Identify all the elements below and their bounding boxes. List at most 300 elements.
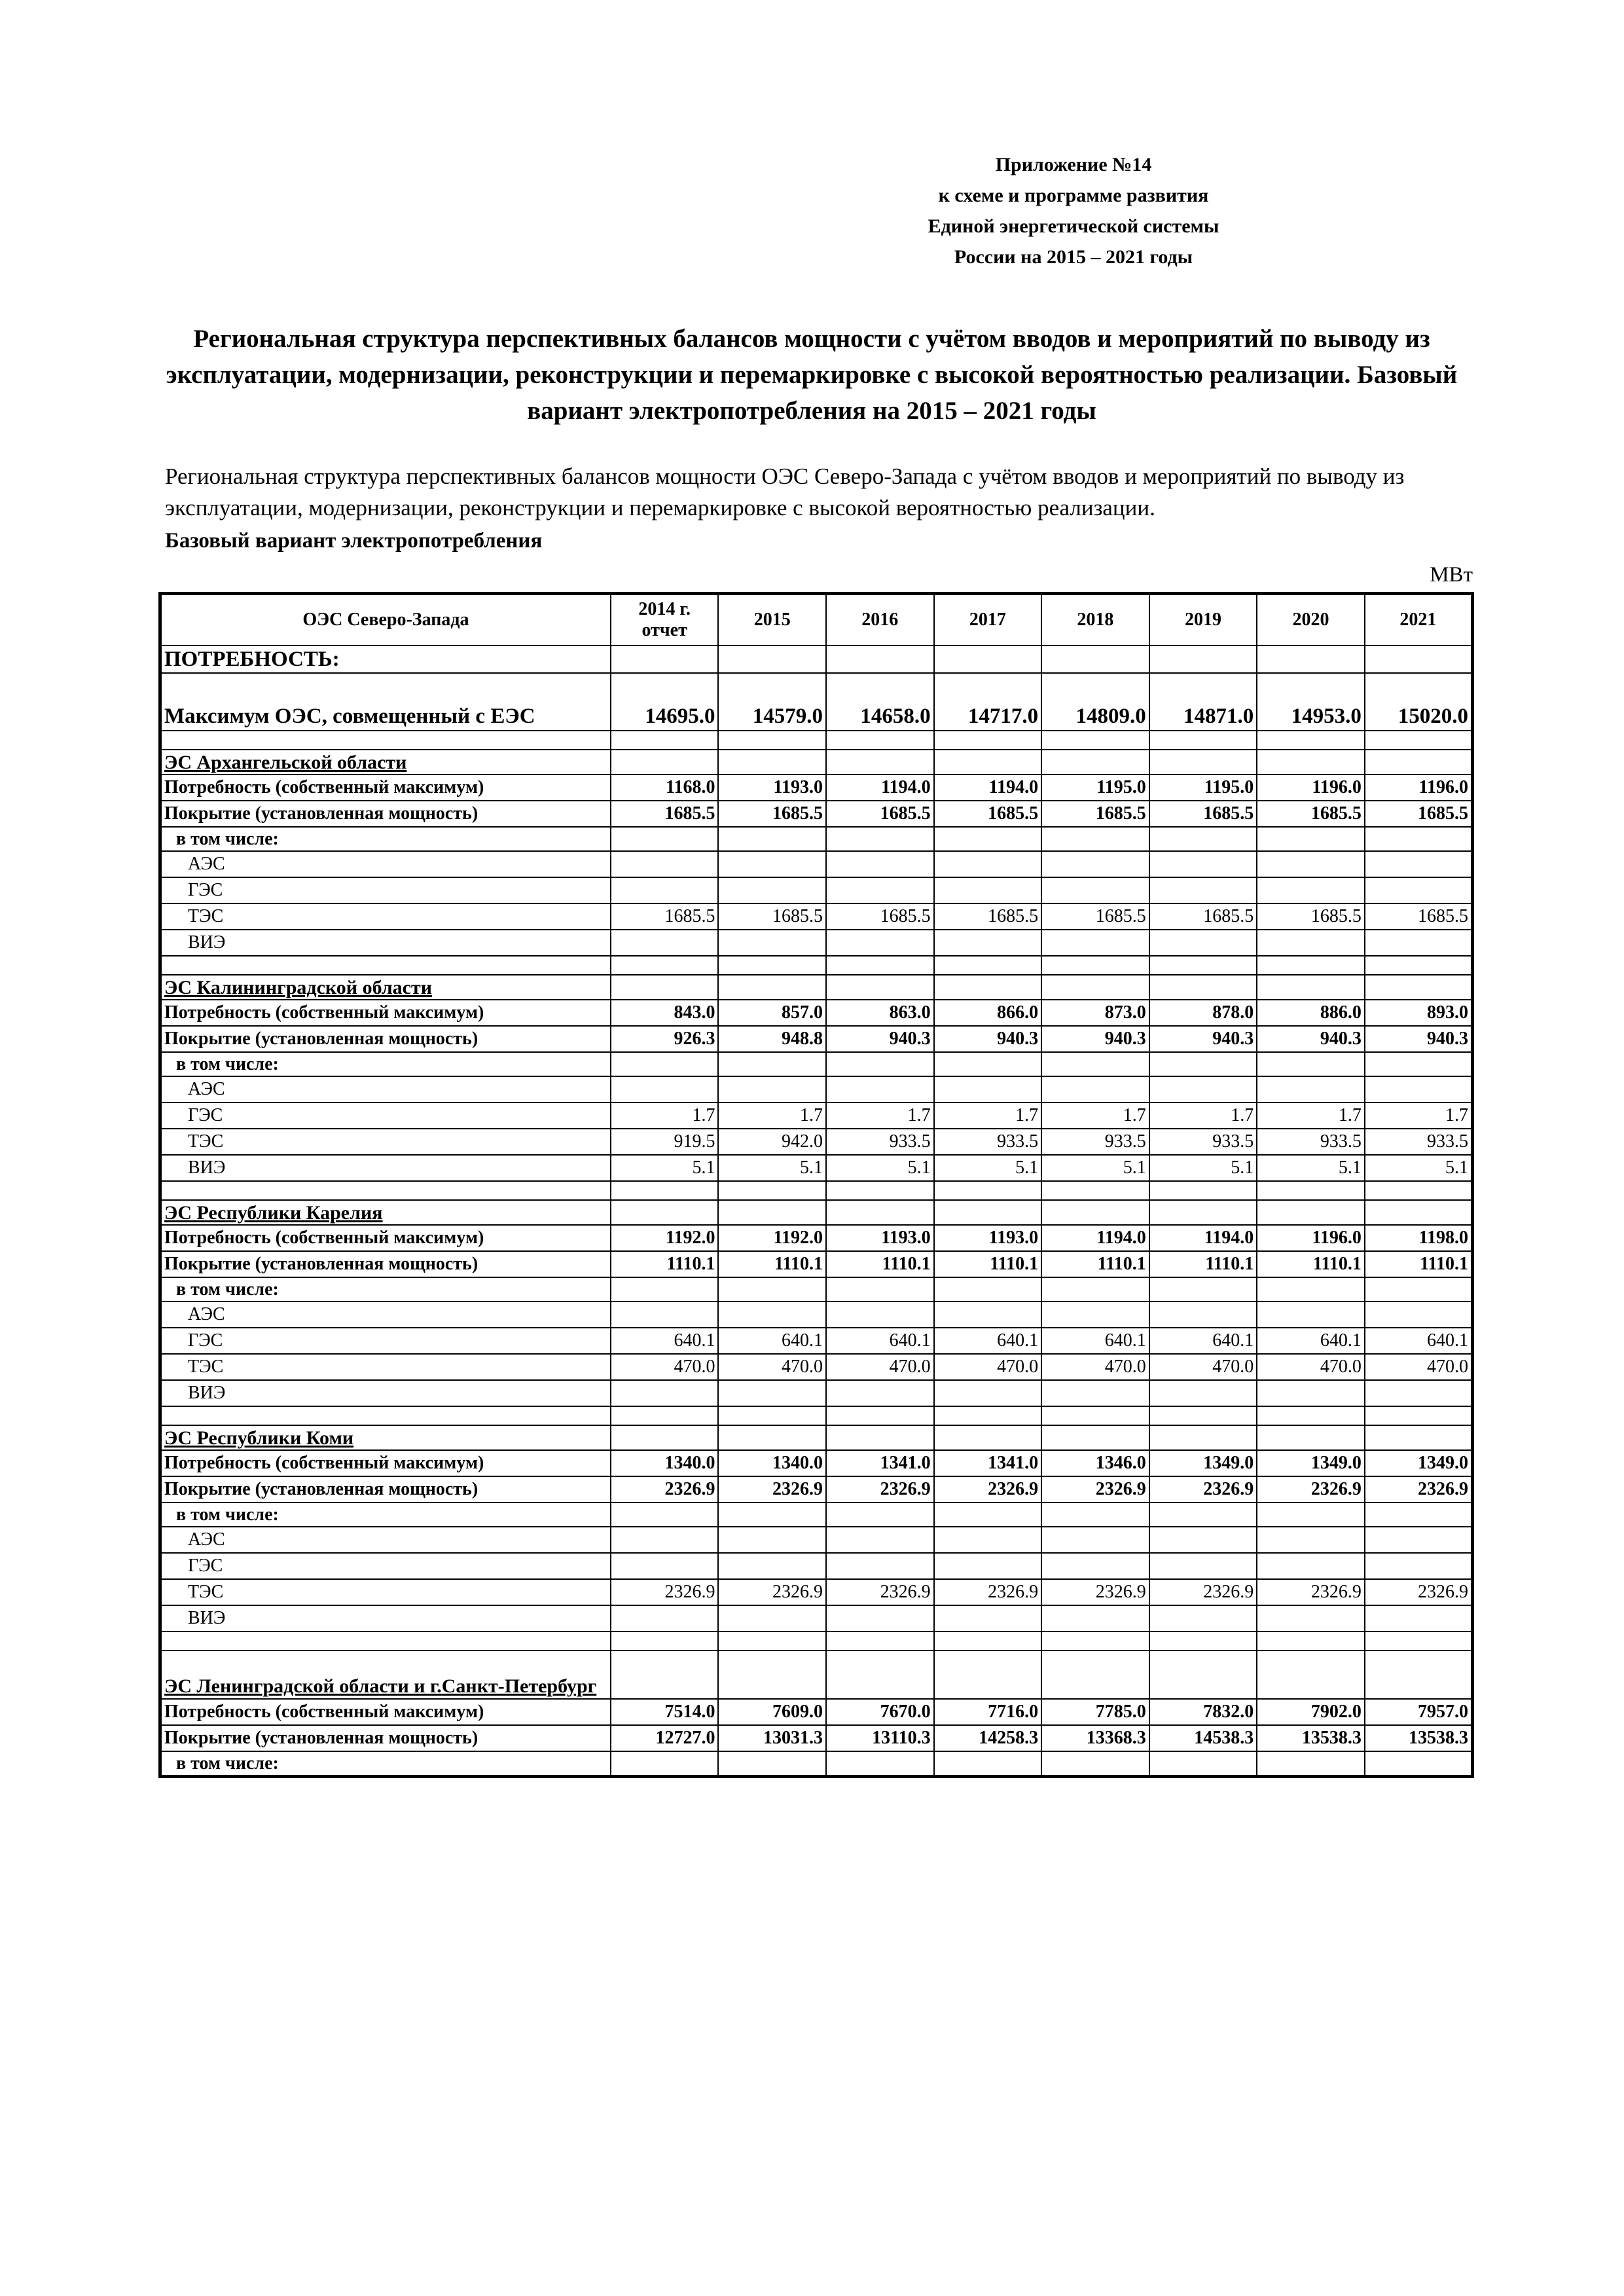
unit-label: МВт — [1430, 563, 1473, 587]
value-cell — [1257, 1751, 1365, 1777]
value-cell — [934, 975, 1042, 1000]
need-header-row — [160, 646, 1473, 673]
need-row-label: Потребность (собственный максимум) — [160, 774, 611, 801]
aes-row — [160, 1076, 1473, 1102]
value-cell — [1041, 1527, 1149, 1553]
value-cell: 2326.9 — [1365, 1579, 1473, 1605]
value-cell: 948.8 — [718, 1026, 826, 1052]
value-cell — [1041, 1200, 1149, 1225]
value-cell — [934, 851, 1042, 877]
value-cell: 1685.5 — [611, 801, 719, 827]
value-cell — [1257, 975, 1365, 1000]
value-cell: 1685.5 — [1365, 801, 1473, 827]
value-cell: 470.0 — [1365, 1354, 1473, 1380]
value-cell: 1340.0 — [718, 1450, 826, 1476]
value-cell — [718, 1631, 826, 1650]
value-cell: 873.0 — [1041, 1000, 1149, 1026]
region-row — [160, 1425, 1473, 1450]
value-cell: 933.5 — [826, 1129, 934, 1155]
value-cell: 5.1 — [1257, 1155, 1365, 1181]
value-cell — [934, 1076, 1042, 1102]
tes-row-label: ТЭС — [160, 1354, 611, 1380]
value-cell: 13368.3 — [1041, 1725, 1149, 1751]
value-cell — [1041, 1605, 1149, 1631]
tes-row-label: ТЭС — [160, 903, 611, 930]
value-cell: 940.3 — [1041, 1026, 1149, 1052]
table-caption: Региональная структура перспективных балансов мощности ОЭС Северо-Запада с учётом вводов и мероприятий по выводу из эксплуатации, модернизации, реконструкции и перемаркировке с высокой вероятностью реализации. — [165, 464, 1405, 520]
value-cell — [1149, 930, 1257, 956]
value-cell — [1365, 750, 1473, 774]
value-cell — [611, 975, 719, 1000]
value-cell: 13031.3 — [718, 1725, 826, 1751]
value-cell: 940.3 — [1365, 1026, 1473, 1052]
value-cell — [1257, 1425, 1365, 1450]
need-header-row-label: ПОТРЕБНОСТЬ: — [160, 646, 611, 673]
value-cell — [1041, 1503, 1149, 1527]
value-cell — [1041, 1751, 1149, 1777]
value-cell — [826, 1380, 934, 1406]
value-cell — [1365, 646, 1473, 673]
value-cell: 1.7 — [1257, 1102, 1365, 1129]
value-cell — [1041, 1406, 1149, 1425]
value-cell — [718, 646, 826, 673]
value-cell: 1193.0 — [718, 774, 826, 801]
value-cell: 640.1 — [934, 1328, 1042, 1354]
value-cell — [1041, 975, 1149, 1000]
value-cell — [718, 1302, 826, 1328]
value-cell: 2326.9 — [611, 1579, 719, 1605]
ges-row-label: ГЭС — [160, 1328, 611, 1354]
value-cell: 2326.9 — [826, 1579, 934, 1605]
value-cell: 470.0 — [934, 1354, 1042, 1380]
value-cell — [934, 1631, 1042, 1650]
value-cell — [1041, 877, 1149, 903]
value-cell — [1149, 1527, 1257, 1553]
value-cell: 940.3 — [1257, 1026, 1365, 1052]
value-cell — [934, 750, 1042, 774]
value-cell — [611, 851, 719, 877]
value-cell: 5.1 — [1041, 1155, 1149, 1181]
value-cell — [934, 1553, 1042, 1579]
aes-row — [160, 1527, 1473, 1553]
value-cell: 640.1 — [1041, 1328, 1149, 1354]
value-cell — [1257, 1052, 1365, 1076]
blank-row-label — [160, 1406, 611, 1425]
incl-row — [160, 1503, 1473, 1527]
value-cell — [611, 1200, 719, 1225]
value-cell — [1041, 930, 1149, 956]
value-cell: 1.7 — [611, 1102, 719, 1129]
value-cell: 1194.0 — [934, 774, 1042, 801]
cover-row-label: Покрытие (установленная мощность) — [160, 801, 611, 827]
vie-row-label: ВИЭ — [160, 1380, 611, 1406]
value-cell — [611, 1181, 719, 1200]
value-cell — [1257, 1200, 1365, 1225]
value-cell — [826, 827, 934, 851]
need-row — [160, 774, 1473, 801]
appendix-line-4: России на 2015 – 2021 годы — [954, 246, 1193, 268]
value-cell — [1041, 1052, 1149, 1076]
value-cell: 1685.5 — [718, 801, 826, 827]
tes-row — [160, 903, 1473, 930]
value-cell — [1365, 1503, 1473, 1527]
value-cell — [718, 1553, 826, 1579]
value-cell: 14953.0 — [1257, 673, 1365, 731]
value-cell: 15020.0 — [1365, 673, 1473, 731]
value-cell — [1257, 1277, 1365, 1302]
value-cell: 893.0 — [1365, 1000, 1473, 1026]
value-cell: 1.7 — [1365, 1102, 1473, 1129]
value-cell: 13538.3 — [1257, 1725, 1365, 1751]
value-cell — [1149, 1302, 1257, 1328]
value-cell: 2326.9 — [1041, 1579, 1149, 1605]
cover-row-label: Покрытие (установленная мощность) — [160, 1026, 611, 1052]
value-cell: 857.0 — [718, 1000, 826, 1026]
appendix-line-2: к схеме и программе развития — [938, 185, 1209, 206]
value-cell — [718, 1605, 826, 1631]
value-cell — [718, 827, 826, 851]
value-cell — [611, 750, 719, 774]
value-cell: 1196.0 — [1257, 1225, 1365, 1251]
value-cell — [826, 646, 934, 673]
value-cell: 1685.5 — [1041, 903, 1149, 930]
value-cell: 470.0 — [1041, 1354, 1149, 1380]
value-cell — [1149, 827, 1257, 851]
value-cell: 1.7 — [718, 1102, 826, 1129]
value-cell: 1198.0 — [1365, 1225, 1473, 1251]
tes-row — [160, 1129, 1473, 1155]
value-cell — [718, 731, 826, 750]
vie-row — [160, 1605, 1473, 1631]
ges-row-label: ГЭС — [160, 877, 611, 903]
value-cell — [1257, 1380, 1365, 1406]
value-cell: 940.3 — [1149, 1026, 1257, 1052]
value-cell — [934, 1650, 1042, 1699]
value-cell — [611, 956, 719, 975]
vie-row-label: ВИЭ — [160, 930, 611, 956]
value-cell — [611, 877, 719, 903]
value-cell: 1196.0 — [1257, 774, 1365, 801]
value-cell: 933.5 — [1041, 1129, 1149, 1155]
value-cell: 1.7 — [1041, 1102, 1149, 1129]
value-cell: 640.1 — [1149, 1328, 1257, 1354]
value-cell — [826, 1553, 934, 1579]
value-cell: 1194.0 — [1041, 1225, 1149, 1251]
value-cell — [1041, 851, 1149, 877]
value-cell: 1685.5 — [1257, 801, 1365, 827]
value-cell — [826, 975, 934, 1000]
value-cell — [1257, 1302, 1365, 1328]
header-year: 2020 — [1257, 594, 1365, 646]
value-cell: 2326.9 — [826, 1476, 934, 1503]
value-cell — [1257, 1605, 1365, 1631]
value-cell: 1110.1 — [826, 1251, 934, 1277]
region-row-label: ЭС Ленинградской области и г.Санкт-Петербург — [160, 1650, 611, 1699]
header-year: 2018 — [1041, 594, 1149, 646]
region-row — [160, 1200, 1473, 1225]
appendix-line-1: Приложение №14 — [995, 154, 1152, 175]
header-year: 2017 — [934, 594, 1042, 646]
value-cell — [718, 956, 826, 975]
appendix-header — [785, 149, 1362, 272]
value-cell — [718, 1406, 826, 1425]
value-cell: 1110.1 — [718, 1251, 826, 1277]
value-cell — [1041, 731, 1149, 750]
ges-row — [160, 1553, 1473, 1579]
value-cell — [826, 851, 934, 877]
value-cell — [1149, 1181, 1257, 1200]
value-cell: 1341.0 — [934, 1450, 1042, 1476]
value-cell — [718, 1052, 826, 1076]
value-cell: 1192.0 — [718, 1225, 826, 1251]
value-cell — [1257, 930, 1365, 956]
vie-row — [160, 1155, 1473, 1181]
value-cell: 2326.9 — [1257, 1579, 1365, 1605]
value-cell — [934, 1181, 1042, 1200]
value-cell: 13110.3 — [826, 1725, 934, 1751]
need-row-label: Потребность (собственный максимум) — [160, 1000, 611, 1026]
value-cell: 1685.5 — [826, 801, 934, 827]
value-cell: 1685.5 — [1149, 903, 1257, 930]
value-cell: 7832.0 — [1149, 1699, 1257, 1725]
header-label: ОЭС Северо-Запада — [160, 594, 611, 646]
ges-row — [160, 1102, 1473, 1129]
value-cell — [1149, 750, 1257, 774]
region-row — [160, 1650, 1473, 1699]
blank-row-label — [160, 1181, 611, 1200]
value-cell — [934, 1052, 1042, 1076]
value-cell: 14717.0 — [934, 673, 1042, 731]
ges-row — [160, 877, 1473, 903]
value-cell: 1685.5 — [826, 903, 934, 930]
incl-row — [160, 1751, 1473, 1777]
value-cell — [718, 1200, 826, 1225]
aes-row-label: АЭС — [160, 851, 611, 877]
value-cell — [611, 1406, 719, 1425]
value-cell: 7957.0 — [1365, 1699, 1473, 1725]
value-cell: 470.0 — [1149, 1354, 1257, 1380]
need-row-label: Потребность (собственный максимум) — [160, 1225, 611, 1251]
value-cell — [826, 1302, 934, 1328]
value-cell — [934, 1751, 1042, 1777]
need-row — [160, 1225, 1473, 1251]
value-cell — [1365, 1631, 1473, 1650]
value-cell: 1196.0 — [1365, 774, 1473, 801]
value-cell — [1257, 877, 1365, 903]
value-cell — [934, 827, 1042, 851]
header-year: 2014 г. отчет — [611, 594, 719, 646]
value-cell: 1110.1 — [611, 1251, 719, 1277]
blank-row — [160, 1181, 1473, 1200]
table-caption-variant: Базовый вариант электропотребления — [165, 529, 543, 553]
value-cell: 1193.0 — [826, 1225, 934, 1251]
cover-row — [160, 1026, 1473, 1052]
value-cell — [611, 1380, 719, 1406]
value-cell — [934, 1503, 1042, 1527]
value-cell: 1349.0 — [1365, 1450, 1473, 1476]
value-cell — [1041, 1277, 1149, 1302]
value-cell: 1168.0 — [611, 774, 719, 801]
value-cell: 640.1 — [1365, 1328, 1473, 1354]
value-cell: 2326.9 — [1257, 1476, 1365, 1503]
value-cell — [1365, 1553, 1473, 1579]
value-cell: 640.1 — [718, 1328, 826, 1354]
value-cell — [826, 731, 934, 750]
value-cell: 886.0 — [1257, 1000, 1365, 1026]
value-cell — [611, 1503, 719, 1527]
value-cell: 5.1 — [934, 1155, 1042, 1181]
value-cell: 7609.0 — [718, 1699, 826, 1725]
header-year: 2016 — [826, 594, 934, 646]
cover-row — [160, 1251, 1473, 1277]
value-cell — [826, 1181, 934, 1200]
cover-row-label: Покрытие (установленная мощность) — [160, 1251, 611, 1277]
value-cell: 1685.5 — [1365, 903, 1473, 930]
value-cell — [1365, 1605, 1473, 1631]
region-row — [160, 975, 1473, 1000]
value-cell — [1149, 646, 1257, 673]
value-cell — [718, 877, 826, 903]
value-cell: 1.7 — [1149, 1102, 1257, 1129]
value-cell — [1365, 731, 1473, 750]
blank-row — [160, 1631, 1473, 1650]
value-cell — [1257, 1553, 1365, 1579]
value-cell: 933.5 — [1149, 1129, 1257, 1155]
aes-row-label: АЭС — [160, 1527, 611, 1553]
value-cell — [1257, 1076, 1365, 1102]
value-cell: 7670.0 — [826, 1699, 934, 1725]
value-cell: 14579.0 — [718, 673, 826, 731]
value-cell — [611, 827, 719, 851]
value-cell: 5.1 — [1365, 1155, 1473, 1181]
value-cell — [826, 956, 934, 975]
value-cell: 2326.9 — [718, 1476, 826, 1503]
incl-row — [160, 1277, 1473, 1302]
value-cell — [826, 1605, 934, 1631]
cover-row — [160, 1725, 1473, 1751]
value-cell: 2326.9 — [934, 1476, 1042, 1503]
value-cell — [1257, 956, 1365, 975]
value-cell — [1365, 1076, 1473, 1102]
value-cell: 1192.0 — [611, 1225, 719, 1251]
value-cell — [611, 646, 719, 673]
value-cell — [1041, 750, 1149, 774]
value-cell — [1041, 1076, 1149, 1102]
value-cell — [1257, 731, 1365, 750]
appendix-line-3: Единой энергетической системы — [928, 215, 1219, 237]
value-cell — [1149, 851, 1257, 877]
value-cell — [1257, 1631, 1365, 1650]
ges-row-label: ГЭС — [160, 1102, 611, 1129]
value-cell — [718, 750, 826, 774]
value-cell — [1257, 750, 1365, 774]
value-cell: 1110.1 — [1041, 1251, 1149, 1277]
value-cell: 14695.0 — [611, 673, 719, 731]
value-cell — [1149, 1052, 1257, 1076]
value-cell: 1685.5 — [1149, 801, 1257, 827]
table-header-row — [160, 594, 1473, 646]
value-cell: 7514.0 — [611, 1699, 719, 1725]
blank-row — [160, 731, 1473, 750]
value-cell — [934, 1380, 1042, 1406]
value-cell: 14258.3 — [934, 1725, 1042, 1751]
tes-row-label: ТЭС — [160, 1579, 611, 1605]
value-cell: 5.1 — [826, 1155, 934, 1181]
value-cell — [1365, 1650, 1473, 1699]
value-cell: 866.0 — [934, 1000, 1042, 1026]
value-cell: 933.5 — [1257, 1129, 1365, 1155]
value-cell — [826, 1751, 934, 1777]
value-cell: 1195.0 — [1041, 774, 1149, 801]
value-cell — [718, 1380, 826, 1406]
value-cell: 933.5 — [934, 1129, 1042, 1155]
value-cell — [826, 1425, 934, 1450]
value-cell — [826, 1650, 934, 1699]
value-cell: 5.1 — [718, 1155, 826, 1181]
value-cell — [826, 1406, 934, 1425]
value-cell: 1685.5 — [611, 903, 719, 930]
need-row — [160, 1699, 1473, 1725]
value-cell: 926.3 — [611, 1026, 719, 1052]
value-cell: 1340.0 — [611, 1450, 719, 1476]
incl-row — [160, 1052, 1473, 1076]
incl-row-label: в том числе: — [160, 1751, 611, 1777]
incl-row-label: в том числе: — [160, 1052, 611, 1076]
tes-row — [160, 1354, 1473, 1380]
value-cell: 5.1 — [1149, 1155, 1257, 1181]
value-cell: 1193.0 — [934, 1225, 1042, 1251]
value-cell — [611, 1052, 719, 1076]
value-cell: 878.0 — [1149, 1000, 1257, 1026]
value-cell — [611, 1650, 719, 1699]
value-cell — [1041, 646, 1149, 673]
tes-row — [160, 1579, 1473, 1605]
blank-row-label — [160, 956, 611, 975]
value-cell — [826, 750, 934, 774]
value-cell — [934, 1302, 1042, 1328]
value-cell — [1365, 1302, 1473, 1328]
value-cell — [718, 1650, 826, 1699]
region-row-label: ЭС Республики Карелия — [160, 1200, 611, 1225]
value-cell — [1365, 975, 1473, 1000]
value-cell: 7902.0 — [1257, 1699, 1365, 1725]
value-cell — [1149, 1277, 1257, 1302]
value-cell — [718, 1751, 826, 1777]
value-cell — [1149, 1631, 1257, 1650]
value-cell: 13538.3 — [1365, 1725, 1473, 1751]
value-cell — [1257, 1527, 1365, 1553]
value-cell — [934, 956, 1042, 975]
value-cell — [1149, 1503, 1257, 1527]
value-cell: 1.7 — [826, 1102, 934, 1129]
value-cell: 940.3 — [826, 1026, 934, 1052]
value-cell — [1365, 956, 1473, 975]
incl-row — [160, 827, 1473, 851]
value-cell: 1341.0 — [826, 1450, 934, 1476]
balance-table — [158, 592, 1474, 1778]
region-row-label: ЭС Калининградской области — [160, 975, 611, 1000]
value-cell — [1149, 975, 1257, 1000]
value-cell — [1257, 827, 1365, 851]
value-cell — [934, 930, 1042, 956]
incl-row-label: в том числе: — [160, 827, 611, 851]
value-cell — [611, 731, 719, 750]
value-cell — [718, 930, 826, 956]
value-cell — [1041, 1380, 1149, 1406]
value-cell: 843.0 — [611, 1000, 719, 1026]
value-cell — [826, 1527, 934, 1553]
vie-row-label: ВИЭ — [160, 1155, 611, 1181]
